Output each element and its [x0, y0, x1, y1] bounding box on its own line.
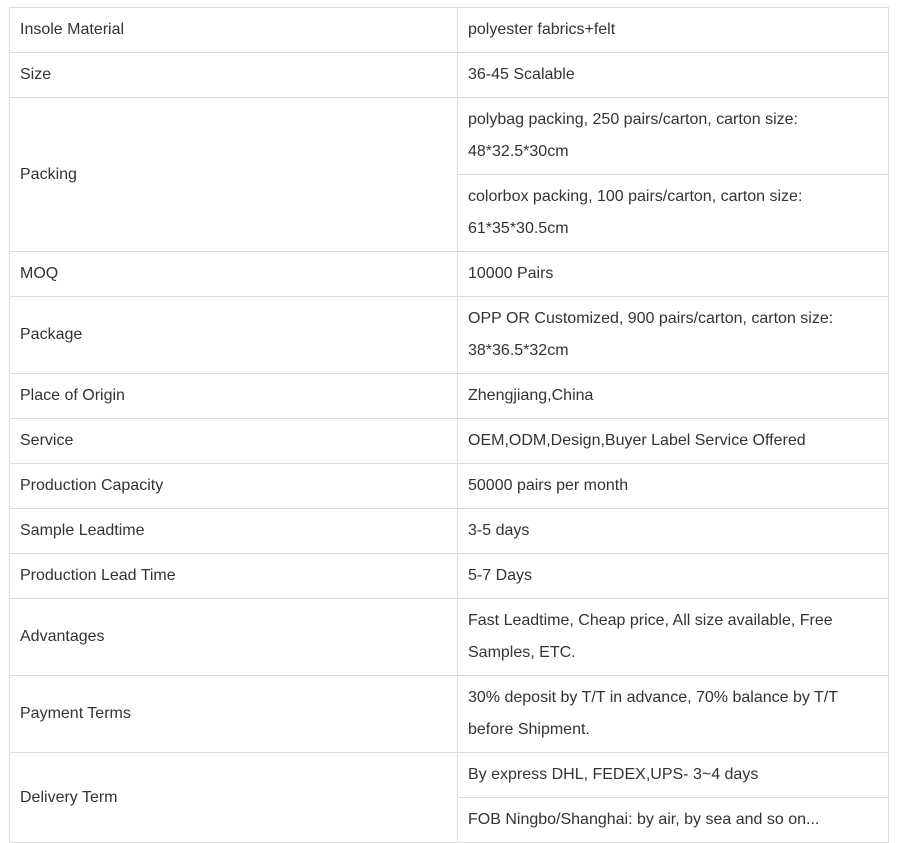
spec-label: Package: [10, 297, 458, 374]
spec-value: polyester fabrics+felt: [458, 8, 889, 53]
spec-label: Service: [10, 419, 458, 464]
table-row: [10, 252, 889, 297]
table-row: [10, 297, 889, 374]
spec-label: Size: [10, 53, 458, 98]
spec-value: 3-5 days: [458, 509, 889, 554]
table-row: [10, 8, 889, 53]
table-row: [10, 53, 889, 98]
spec-value: 50000 pairs per month: [458, 464, 889, 509]
spec-label: Production Lead Time: [10, 554, 458, 599]
product-spec-table: [9, 7, 889, 843]
table-row: [10, 464, 889, 509]
spec-value: polybag packing, 250 pairs/carton, carton size: 48*32.5*30cm: [458, 98, 889, 175]
spec-value: Zhengjiang,China: [458, 374, 889, 419]
spec-label: Place of Origin: [10, 374, 458, 419]
spec-value: OPP OR Customized, 900 pairs/carton, carton size: 38*36.5*32cm: [458, 297, 889, 374]
spec-value: Fast Leadtime, Cheap price, All size available, Free Samples, ETC.: [458, 599, 889, 676]
spec-label: Insole Material: [10, 8, 458, 53]
table-row: [10, 374, 889, 419]
table-row: [10, 419, 889, 464]
spec-value: FOB Ningbo/Shanghai: by air, by sea and so on...: [458, 798, 889, 843]
table-row: [10, 98, 889, 175]
spec-label: Production Capacity: [10, 464, 458, 509]
spec-value: 30% deposit by T/T in advance, 70% balance by T/T before Shipment.: [458, 676, 889, 753]
spec-value: 36-45 Scalable: [458, 53, 889, 98]
spec-label: Packing: [10, 98, 458, 252]
spec-value: colorbox packing, 100 pairs/carton, carton size: 61*35*30.5cm: [458, 175, 889, 252]
table-row: [10, 509, 889, 554]
spec-value: 5-7 Days: [458, 554, 889, 599]
spec-label: Payment Terms: [10, 676, 458, 753]
spec-label: Advantages: [10, 599, 458, 676]
table-row: [10, 554, 889, 599]
spec-label: Delivery Term: [10, 753, 458, 843]
spec-value: By express DHL, FEDEX,UPS- 3~4 days: [458, 753, 889, 798]
spec-label: Sample Leadtime: [10, 509, 458, 554]
spec-label: MOQ: [10, 252, 458, 297]
spec-value: OEM,ODM,Design,Buyer Label Service Offered: [458, 419, 889, 464]
table-row: [10, 676, 889, 753]
spec-value: 10000 Pairs: [458, 252, 889, 297]
table-row: [10, 753, 889, 798]
table-row: [10, 599, 889, 676]
